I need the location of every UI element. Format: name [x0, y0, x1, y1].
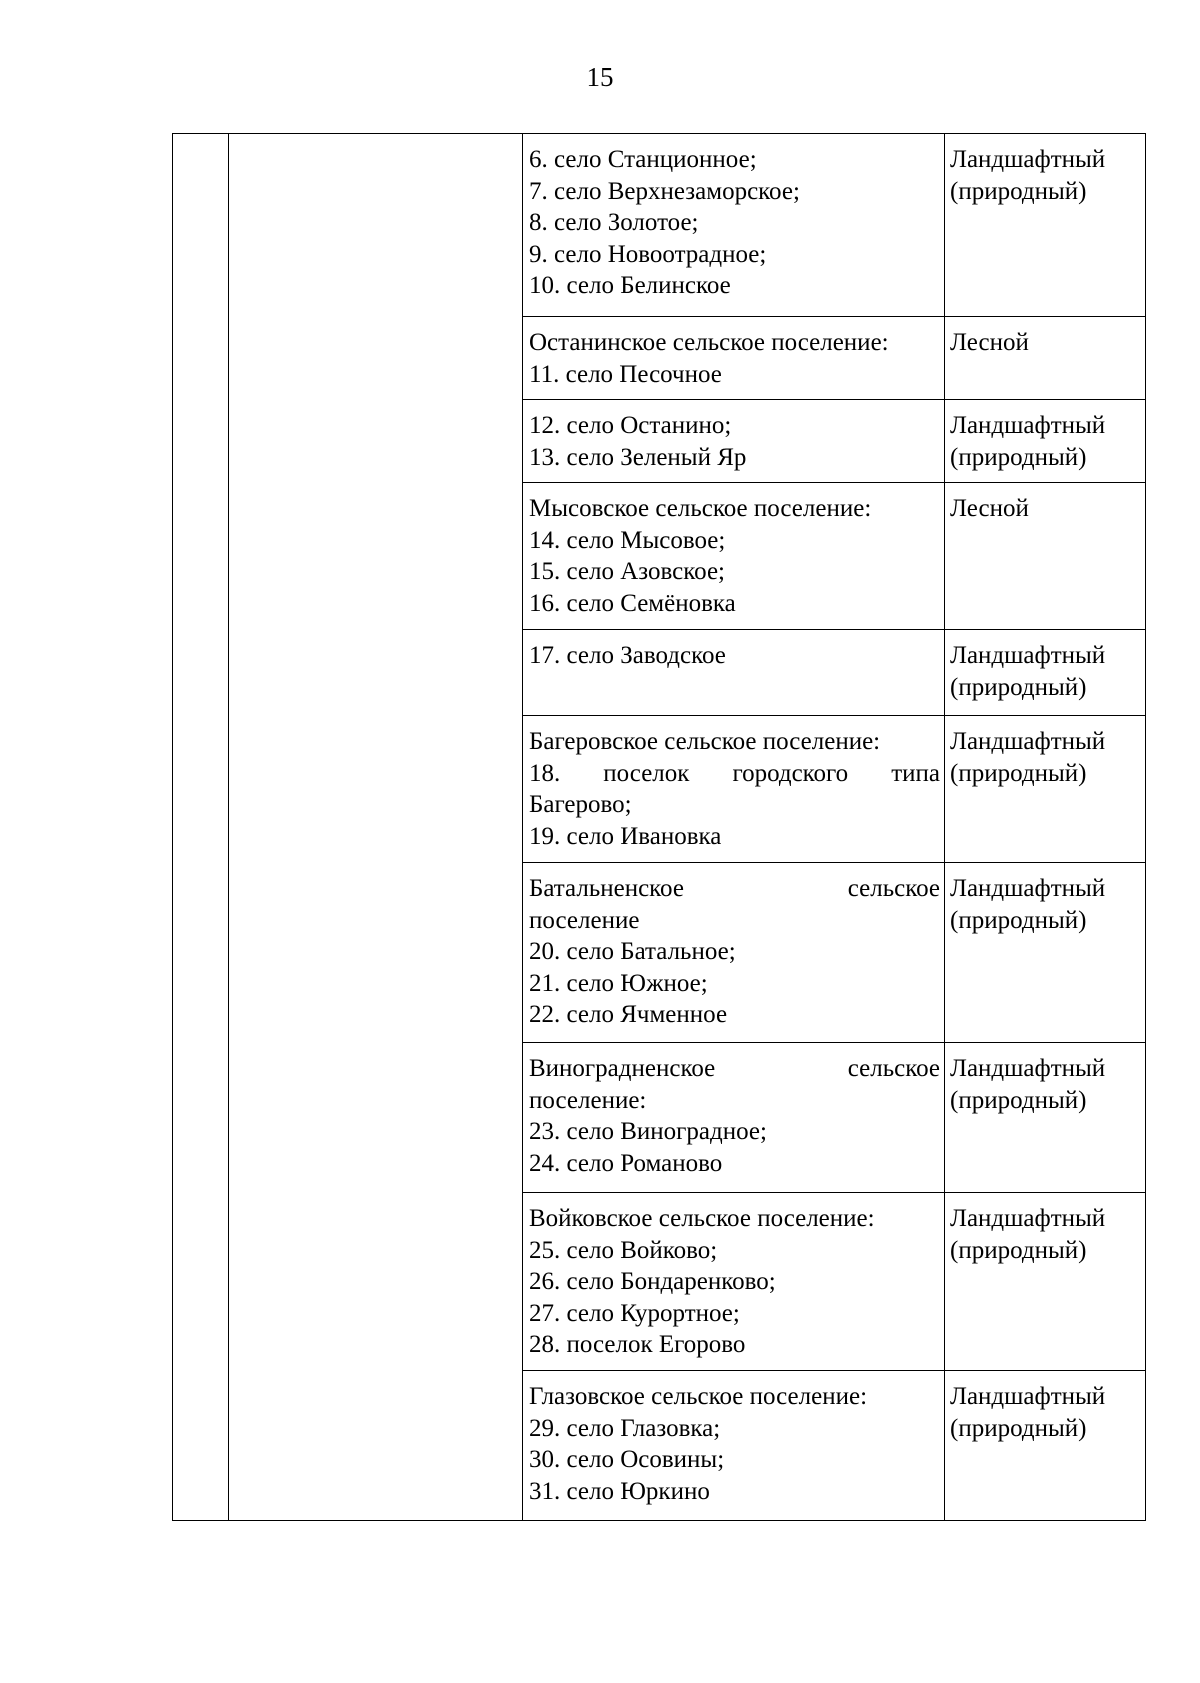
settlement-line: 20. село Батальное;	[529, 938, 736, 965]
settlement-line: 25. село Войково;	[529, 1236, 718, 1264]
settlements-cell	[523, 1371, 945, 1521]
settlements-cell	[523, 1193, 945, 1371]
settlement-line: 24. село Романово	[529, 1149, 723, 1177]
type-cell	[945, 317, 1146, 400]
settlement-line: Останинское сельское поселение:	[529, 329, 889, 356]
settlement-line: 18. поселок городского типа	[529, 759, 940, 787]
settlement-line: Виноградненское сельское	[529, 1055, 940, 1082]
settlement-line: 6. село Станционное;	[529, 146, 757, 173]
type-line: Ландшафтный	[950, 412, 1106, 439]
type-line: Ландшафтный	[950, 1205, 1106, 1232]
settlement-line: 8. село Золотое;	[529, 209, 699, 236]
settlement-line: 23. село Виноградное;	[529, 1118, 767, 1145]
type-line: (природный)	[950, 1086, 1087, 1114]
settlements-cell	[523, 134, 945, 317]
type-line: (природный)	[950, 1414, 1087, 1442]
settlement-line: 12. село Останино;	[529, 412, 732, 439]
settlement-line: поселение:	[529, 1086, 647, 1114]
settlements-cell	[523, 483, 945, 630]
settlement-line: Багеровское сельское поселение:	[529, 728, 881, 755]
settlement-line: 14. село Мысовое;	[529, 526, 726, 554]
type-line: Ландшафтный	[950, 1055, 1106, 1082]
type-line: Ландшафтный	[950, 875, 1106, 902]
settlement-line: 16. село Семёновка	[529, 589, 736, 617]
type-line: (природный)	[950, 177, 1087, 205]
settlement-line: 30. село Осовины;	[529, 1446, 725, 1473]
type-line: Ландшафтный	[950, 1383, 1106, 1410]
settlement-line: 29. село Глазовка;	[529, 1414, 721, 1442]
type-cell	[945, 134, 1146, 317]
type-cell	[945, 400, 1146, 483]
settlement-line: 27. село Курортное;	[529, 1299, 740, 1327]
settlement-line: 7. село Верхнезаморское;	[529, 177, 800, 205]
settlement-line: 28. поселок Егорово	[529, 1331, 746, 1358]
settlement-line: 10. село Белинское	[529, 272, 731, 299]
settlements-cell	[523, 863, 945, 1043]
settlement-line: 26. село Бондаренково;	[529, 1268, 776, 1295]
settlement-line: 21. село Южное;	[529, 969, 708, 997]
settlements-cell	[523, 1043, 945, 1193]
type-cell	[945, 483, 1146, 630]
type-line: Ландшафтный	[950, 642, 1106, 669]
type-cell	[945, 863, 1146, 1043]
settlement-line: Войковское сельское поселение:	[529, 1205, 875, 1232]
settlement-line: 19. село Ивановка	[529, 822, 722, 850]
type-line: (природный)	[950, 673, 1087, 701]
col1-cell	[173, 134, 229, 1521]
type-cell	[945, 1193, 1146, 1371]
settlement-line: 22. село Ячменное	[529, 1001, 728, 1028]
type-line: (природный)	[950, 759, 1087, 787]
type-line: Ландшафтный	[950, 146, 1106, 173]
settlement-line: поселение	[529, 906, 640, 934]
type-line: Ландшафтный	[950, 728, 1106, 755]
type-cell	[945, 1043, 1146, 1193]
table-row	[173, 134, 1146, 317]
type-cell	[945, 716, 1146, 863]
settlement-line: 17. село Заводское	[529, 642, 726, 669]
settlement-line: 9. село Новоотрадное;	[529, 240, 767, 268]
settlements-cell	[523, 630, 945, 716]
page-number: 15	[586, 62, 614, 92]
settlement-line: 15. село Азовское;	[529, 558, 725, 585]
type-line: (природный)	[950, 443, 1087, 471]
settlement-line: Батальненское сельское	[529, 875, 940, 902]
settlement-line: 11. село Песочное	[529, 360, 722, 388]
settlement-line: 13. село Зеленый Яр	[529, 443, 747, 471]
settlements-cell	[523, 400, 945, 483]
type-cell	[945, 1371, 1146, 1521]
col2-cell	[229, 134, 523, 1521]
settlement-line: 31. село Юркино	[529, 1477, 710, 1505]
settlements-cell	[523, 716, 945, 863]
type-line: Лесной	[950, 329, 1029, 356]
settlement-line: Багерово;	[529, 791, 632, 818]
settlement-line: Мысовское сельское поселение:	[529, 495, 872, 522]
settlements-table	[172, 133, 1146, 1521]
type-line: (природный)	[950, 906, 1087, 934]
settlements-cell	[523, 317, 945, 400]
type-line: (природный)	[950, 1236, 1087, 1264]
settlement-line: Глазовское сельское поселение:	[529, 1383, 868, 1410]
type-line: Лесной	[950, 495, 1029, 522]
type-cell	[945, 630, 1146, 716]
